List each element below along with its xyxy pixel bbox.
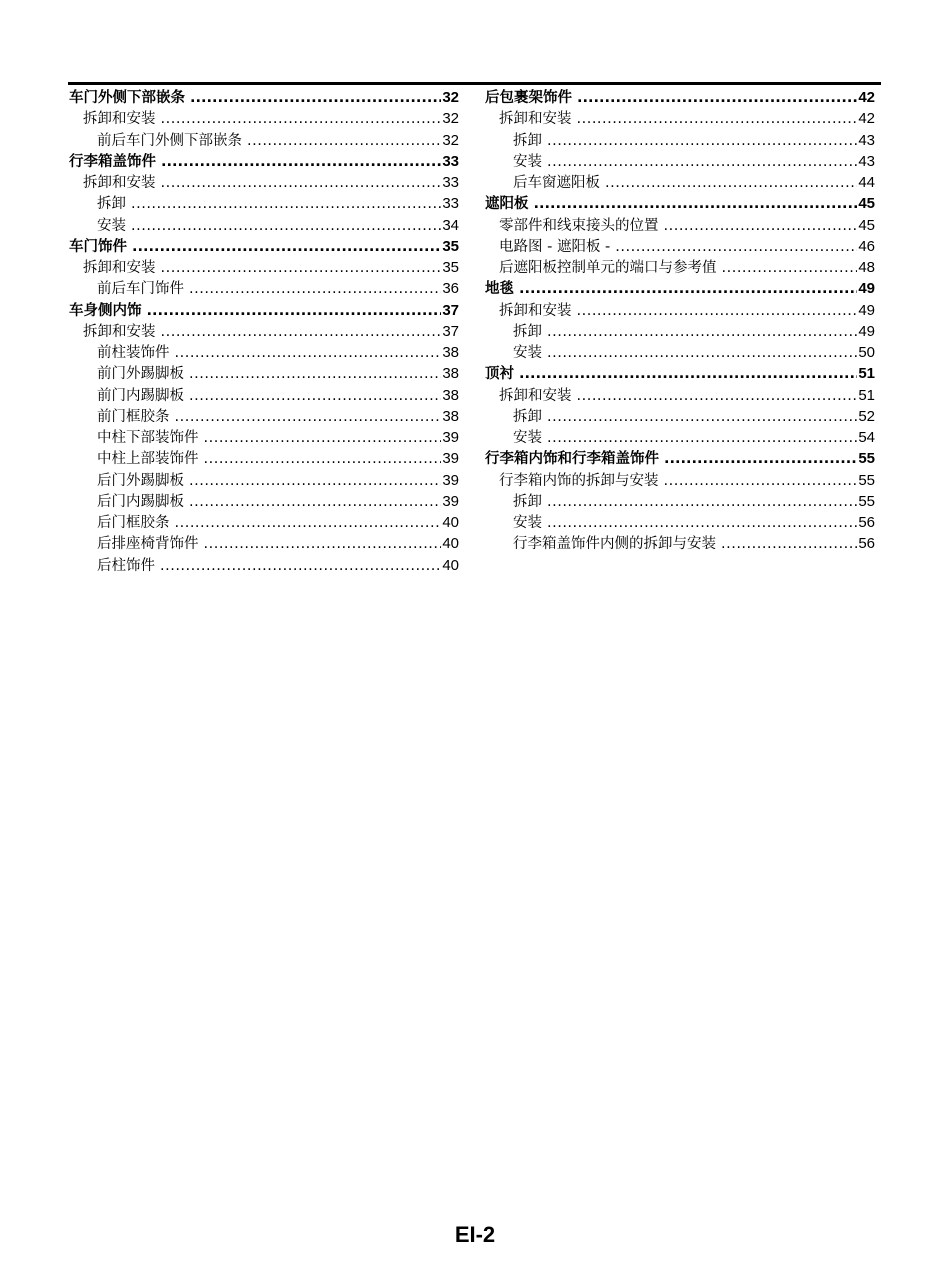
toc-entry[interactable] <box>69 172 459 193</box>
dot-leader <box>160 556 441 576</box>
toc-entry-title: 拆卸 <box>97 196 126 213</box>
toc-entry[interactable] <box>69 300 459 321</box>
toc-entry-title: 安装 <box>513 153 542 170</box>
dot-leader <box>161 322 442 342</box>
toc-entry[interactable] <box>69 215 459 236</box>
toc-entry[interactable] <box>485 406 875 427</box>
toc-entry-title: 后包裹架饰件 <box>485 90 572 106</box>
toc-entry-page: 49 <box>858 280 875 298</box>
dot-leader <box>204 428 442 448</box>
dot-leader <box>131 216 441 236</box>
toc-entry[interactable] <box>485 363 875 384</box>
toc-entry-page: 33 <box>442 174 459 191</box>
toc-entry-title: 后遮阳板控制单元的端口与参考值 <box>499 260 717 276</box>
toc-entry-page: 37 <box>442 301 459 319</box>
toc-entry-page: 54 <box>858 429 875 446</box>
dot-leader <box>519 364 857 384</box>
toc-right-column <box>485 87 875 555</box>
dot-leader <box>615 237 857 257</box>
toc-entry-page: 39 <box>442 429 459 446</box>
toc-entry-title: 拆卸和安装 <box>83 111 156 128</box>
toc-entry-page: 42 <box>858 110 875 128</box>
toc-entry-page: 38 <box>442 344 459 361</box>
toc-entry-page: 39 <box>442 471 459 489</box>
toc-entry-title: 前后车门饰件 <box>97 281 184 298</box>
toc-entry-page: 56 <box>858 514 875 531</box>
toc-entry-title: 拆卸 <box>513 323 542 340</box>
dot-leader <box>131 194 441 214</box>
toc-entry[interactable] <box>485 108 875 129</box>
dot-leader <box>577 386 858 406</box>
toc-entry-title: 安装 <box>513 430 542 446</box>
toc-entry-title: 行李箱内饰和行李箱盖饰件 <box>485 451 659 468</box>
toc-entry-page: 45 <box>858 195 875 213</box>
toc-entry-page: 42 <box>858 89 875 106</box>
dot-leader <box>204 534 442 554</box>
dot-leader <box>132 237 441 257</box>
toc-entry[interactable] <box>69 533 459 554</box>
toc-entry-title: 行李箱盖饰件内侧的拆卸与安装 <box>513 536 716 553</box>
toc-entry-page: 51 <box>858 365 875 383</box>
toc-entry-page: 32 <box>442 131 459 149</box>
dot-leader <box>161 152 441 172</box>
dot-leader <box>519 279 857 299</box>
dot-leader <box>175 343 442 363</box>
toc-entry[interactable] <box>69 236 459 257</box>
toc-entry[interactable] <box>485 342 875 363</box>
toc-entry-page: 32 <box>442 110 459 128</box>
toc-entry-title: 安装 <box>97 217 126 234</box>
toc-entry-title: 行李箱盖饰件 <box>69 153 156 170</box>
toc-entry[interactable] <box>69 130 459 151</box>
toc-entry-page: 33 <box>442 152 459 170</box>
dot-leader <box>147 301 442 321</box>
toc-entry[interactable] <box>485 151 875 172</box>
dot-leader <box>247 131 441 151</box>
toc-entry-title: 前后车门外侧下部嵌条 <box>97 132 242 149</box>
toc-entry-page: 55 <box>858 492 875 510</box>
toc-entry-title: 拆卸和安装 <box>499 111 572 128</box>
dot-leader <box>547 407 857 427</box>
toc-entry-title: 前门内踢脚板 <box>97 387 184 404</box>
dot-leader <box>189 492 441 512</box>
toc-entry-title: 前门外踢脚板 <box>97 366 184 383</box>
toc-entry-page: 37 <box>442 322 459 340</box>
toc-entry-title: 后门内踢脚板 <box>97 493 184 510</box>
toc-entry[interactable] <box>69 151 459 172</box>
toc-entry[interactable] <box>485 130 875 151</box>
toc-entry-page: 40 <box>442 514 459 531</box>
dot-leader <box>605 173 857 193</box>
dot-leader <box>189 471 441 491</box>
toc-entry[interactable] <box>485 470 875 491</box>
toc-entry[interactable] <box>69 470 459 491</box>
toc-entry-page: 38 <box>442 386 459 404</box>
dot-leader <box>161 109 442 129</box>
toc-entry-title: 中柱下部装饰件 <box>97 430 199 446</box>
toc-entry-title: 安装 <box>513 345 542 361</box>
toc-entry-title: 中柱上部装饰件 <box>97 451 199 468</box>
toc-entry-page: 43 <box>858 152 875 170</box>
toc-entry[interactable] <box>485 512 875 533</box>
toc-entry-page: 35 <box>442 259 459 276</box>
toc-entry-title: 拆卸和安装 <box>499 302 572 319</box>
dot-leader <box>175 407 442 427</box>
toc-entry-title: 后门框胶条 <box>97 515 170 531</box>
toc-entry[interactable] <box>485 300 875 321</box>
toc-entry-title: 后排座椅背饰件 <box>97 536 199 553</box>
toc-entry-page: 51 <box>858 386 875 404</box>
dot-leader <box>189 279 441 299</box>
dot-leader <box>577 88 857 108</box>
toc-entry-title: 安装 <box>513 515 542 531</box>
toc-entry[interactable] <box>69 406 459 427</box>
dot-leader <box>161 173 442 193</box>
toc-entry[interactable] <box>485 172 875 193</box>
dot-leader <box>190 88 441 108</box>
toc-entry-page: 52 <box>858 407 875 425</box>
toc-entry-title: 后车窗遮阳板 <box>513 175 600 191</box>
dot-leader <box>547 322 857 342</box>
toc-entry-page: 45 <box>858 216 875 234</box>
toc-entry[interactable] <box>485 278 875 299</box>
dot-leader <box>189 386 441 406</box>
toc-entry-page: 43 <box>858 131 875 149</box>
dot-leader <box>534 194 858 214</box>
toc-entry[interactable] <box>69 363 459 384</box>
toc-entry[interactable] <box>485 236 875 257</box>
toc-entry[interactable] <box>69 512 459 533</box>
toc-entry-title: 顶衬 <box>485 366 514 383</box>
toc-entry-title: 后门外踢脚板 <box>97 472 184 489</box>
toc-entry-title: 行李箱内饰的拆卸与安装 <box>499 472 659 489</box>
toc-entry[interactable] <box>69 193 459 214</box>
toc-entry-page: 32 <box>442 89 459 106</box>
toc-entry-page: 55 <box>858 471 875 489</box>
toc-entry-page: 44 <box>858 174 875 191</box>
toc-entry-title: 前柱装饰件 <box>97 345 170 361</box>
dot-leader <box>175 513 442 533</box>
toc-entry-page: 46 <box>858 237 875 255</box>
toc-entry-page: 50 <box>858 344 875 361</box>
toc-entry-title: 后柱饰件 <box>97 557 155 574</box>
toc-entry-page: 40 <box>442 535 459 553</box>
dot-leader <box>547 428 857 448</box>
toc-entry-page: 40 <box>442 556 459 574</box>
toc-entry-title: 车门饰件 <box>69 238 127 255</box>
dot-leader <box>161 258 442 278</box>
dot-leader <box>547 492 857 512</box>
dot-leader <box>664 216 858 236</box>
dot-leader <box>547 131 857 151</box>
toc-entry[interactable] <box>69 448 459 469</box>
toc-entry-title: 拆卸和安装 <box>83 175 156 191</box>
toc-entry[interactable] <box>69 257 459 278</box>
toc-entry[interactable] <box>485 257 875 278</box>
toc-entry-title: 车身侧内饰 <box>69 302 142 319</box>
toc-entry-title: 零部件和线束接头的位置 <box>499 217 659 234</box>
dot-leader <box>547 343 857 363</box>
toc-entry[interactable] <box>69 555 459 576</box>
dot-leader <box>664 471 858 491</box>
toc-entry-page: 48 <box>858 259 875 276</box>
toc-entry[interactable] <box>69 427 459 448</box>
toc-entry[interactable] <box>69 87 459 108</box>
toc-entry[interactable] <box>485 385 875 406</box>
toc-entry[interactable] <box>485 193 875 214</box>
toc-entry[interactable] <box>485 533 875 554</box>
toc-entry-page: 49 <box>858 322 875 340</box>
toc-entry[interactable] <box>69 342 459 363</box>
toc-entry[interactable] <box>485 215 875 236</box>
toc-entry[interactable] <box>485 321 875 342</box>
toc-entry-page: 38 <box>442 365 459 383</box>
toc-entry-page: 33 <box>442 195 459 213</box>
toc-entry-title: 遮阳板 <box>485 196 529 213</box>
toc-entry-page: 55 <box>858 450 875 468</box>
toc-entry-title: 电路图 - 遮阳板 - <box>499 238 611 255</box>
toc-entry-page: 35 <box>442 237 459 255</box>
header-rule <box>68 82 881 85</box>
dot-leader <box>547 152 857 172</box>
toc-entry[interactable] <box>485 448 875 469</box>
dot-leader <box>664 449 857 469</box>
toc-entry[interactable] <box>69 491 459 512</box>
toc-entry-title: 拆卸和安装 <box>499 387 572 404</box>
toc-entry-title: 拆卸 <box>513 493 542 510</box>
toc-entry-page: 34 <box>442 216 459 234</box>
toc-entry[interactable] <box>485 427 875 448</box>
toc-entry[interactable] <box>69 385 459 406</box>
toc-entry-page: 38 <box>442 407 459 425</box>
toc-entry[interactable] <box>485 87 875 108</box>
toc-left-column <box>69 87 459 576</box>
toc-entry-page: 39 <box>442 492 459 510</box>
toc-entry-title: 拆卸 <box>513 132 542 149</box>
toc-entry-title: 地毯 <box>485 281 514 298</box>
dot-leader <box>577 109 858 129</box>
dot-leader <box>204 449 442 469</box>
toc-entry[interactable] <box>69 321 459 342</box>
toc-entry-title: 拆卸和安装 <box>83 323 156 340</box>
toc-entry-title: 前门框胶条 <box>97 408 170 425</box>
dot-leader <box>722 258 858 278</box>
toc-entry-page: 49 <box>858 301 875 319</box>
toc-entry[interactable] <box>69 278 459 299</box>
dot-leader <box>547 513 857 533</box>
dot-leader <box>189 364 441 384</box>
toc-entry-title: 车门外侧下部嵌条 <box>69 90 185 106</box>
toc-entry-title: 拆卸和安装 <box>83 260 156 276</box>
toc-entry[interactable] <box>69 108 459 129</box>
toc-entry-page: 36 <box>442 280 459 298</box>
toc-entry[interactable] <box>485 491 875 512</box>
dot-leader <box>721 534 857 554</box>
page-number: EI-2 <box>454 1222 496 1247</box>
toc-entry-page: 39 <box>442 450 459 468</box>
dot-leader <box>577 301 858 321</box>
toc-entry-title: 拆卸 <box>513 408 542 425</box>
toc-entry-page: 56 <box>858 535 875 553</box>
